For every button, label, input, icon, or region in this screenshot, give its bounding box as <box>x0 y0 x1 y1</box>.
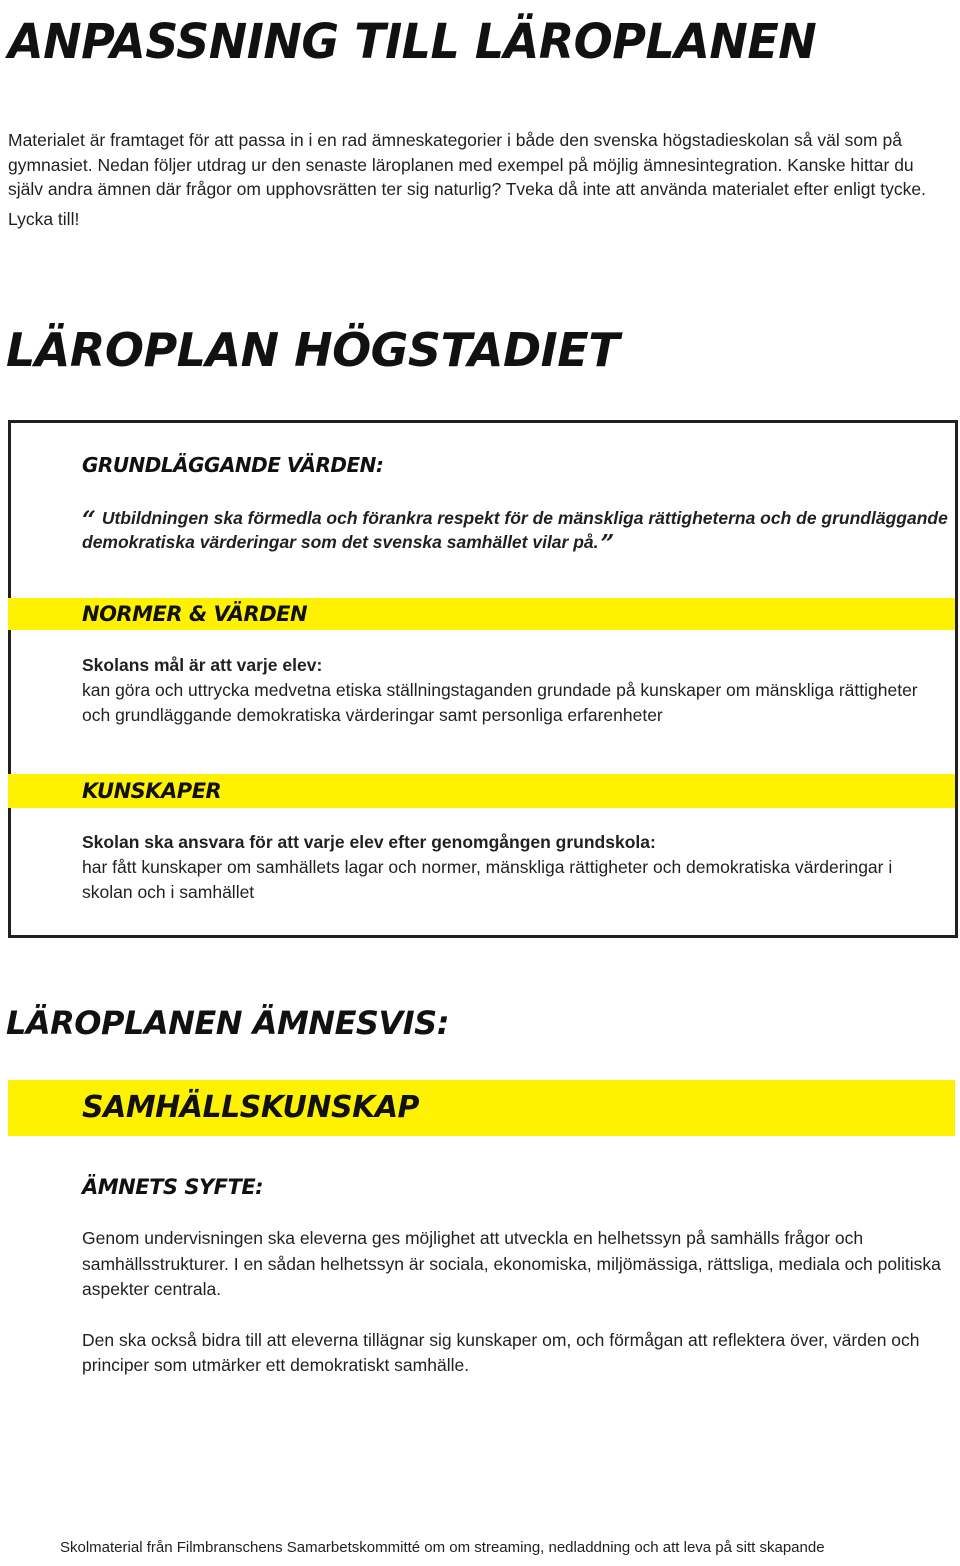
values-quote <box>82 505 952 558</box>
kunskaper-body: har fått kunskaper om samhällets lagar och normer, mänskliga rättigheter och demokratiska värderingar i skolan och i samhället <box>82 857 893 902</box>
quote-open-mark: “ <box>82 505 96 534</box>
syfte-paragraph: Den ska också bidra till att eleverna tillägnar sig kunskaper om, och förmågan att reflektera över, värden och principer som utmärker ett demokratiskt samhälle. <box>82 1329 920 1375</box>
page-footer: Skolmaterial från Filmbranschens Samarbetskommitté om om streaming, nedladdning och att leva på sitt skapande <box>60 1539 825 1556</box>
quote-close-mark: ” <box>600 529 615 558</box>
intro-paragraph: Materialet är framtaget för att passa in i en rad ämneskategorier i både den svenska högstadieskolan så väl som på gymnasiet. Nedan följer utdrag ur den senaste läroplanen med exempel på möjlig ämnesintegration. Kanske hittar du själv andra ämnen där frågor om upphovsrätten ter sig naturlig? Tveka då inte att använda materialet efter enligt tycke. <box>8 130 926 199</box>
normer-content <box>82 653 942 728</box>
intro-text <box>8 128 948 231</box>
intro-closing: Lycka till! <box>8 208 80 229</box>
normer-lead: Skolans mål är att varje elev: <box>82 655 323 675</box>
syfte-paragraph: Genom undervisningen ska eleverna ges möjlighet att utveckla en helhetssyn på samhälls frågor och samhällsstrukturer. I en sådan helhetssyn är sociala, ekonomiska, miljömässiga, rättsliga, mediala och politiska aspekter centrala. <box>82 1228 941 1299</box>
subject-heading: SAMHÄLLSKUNSKAP <box>82 1090 420 1125</box>
kunskaper-heading: KUNSKAPER <box>82 779 222 803</box>
normer-heading: NORMER & VÄRDEN <box>82 602 308 626</box>
kunskaper-content <box>82 830 942 905</box>
normer-body: kan göra och uttrycka medvetna etiska ställningstaganden grundade på kunskaper om mänskliga rättigheter och grundläggande demokratiska värderingar samt personliga erfarenheter <box>82 680 918 725</box>
syfte-heading: ÄMNETS SYFTE: <box>82 1175 264 1199</box>
kunskaper-lead: Skolan ska ansvara för att varje elev efter genomgången grundskola: <box>82 832 656 852</box>
syfte-content <box>82 1226 942 1404</box>
page-title: ANPASSNING TILL LÄROPLANEN <box>8 13 817 70</box>
section-title-amnesvis: LÄROPLANEN ÄMNESVIS: <box>6 1004 449 1042</box>
section-title-hogstadiet: LÄROPLAN HÖGSTADIET <box>6 323 620 377</box>
quote-text: Utbildningen ska förmedla och förankra respekt för de mänskliga rättigheterna och de grundläggande demokratiska värderingar som det svenska samhället vilar på. <box>82 508 948 552</box>
grundlaggande-varden-heading: GRUNDLÄGGANDE VÄRDEN: <box>82 453 384 477</box>
